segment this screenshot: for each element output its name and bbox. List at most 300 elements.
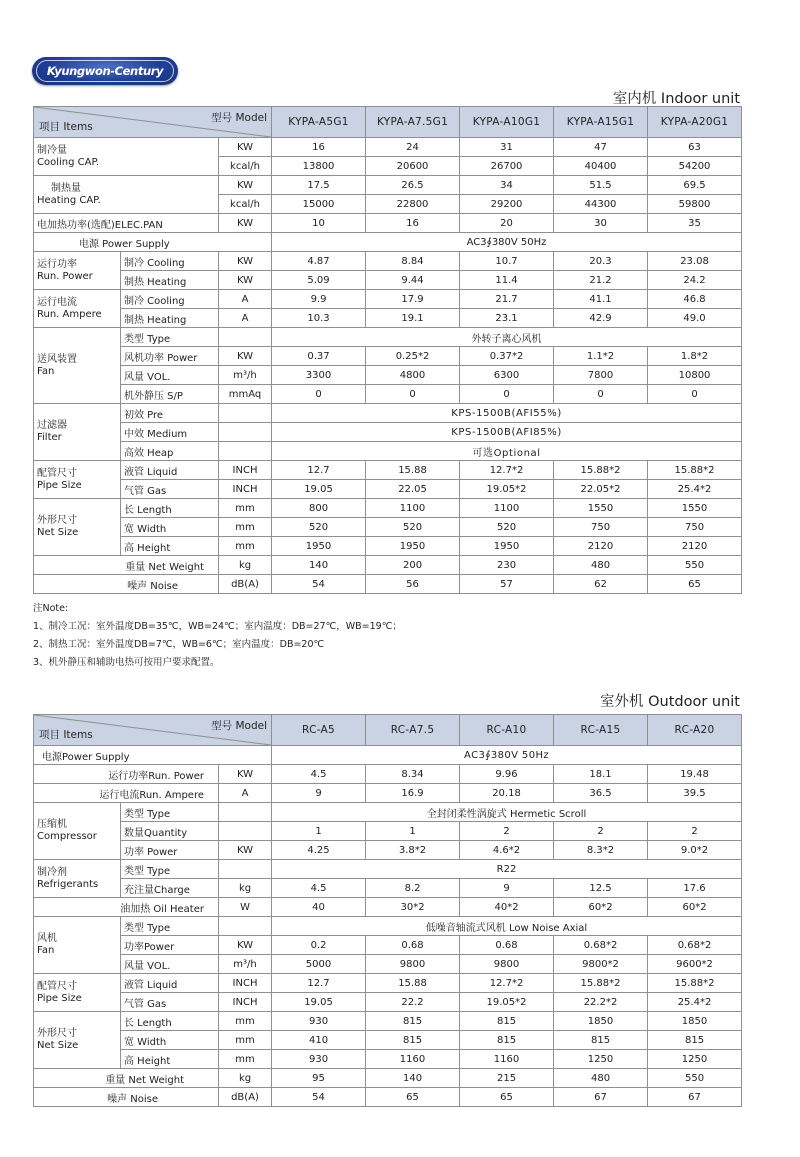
value-cell: 10 [272,214,366,233]
items-label: 项目 Items [39,729,93,741]
logo-border [36,60,174,82]
value-cell: 815 [648,1031,742,1050]
o-fan-type-row [34,917,742,936]
value-cell: 0.37 [272,347,366,366]
unit-cell: A [219,784,272,803]
value-cell: 16 [366,214,460,233]
unit-cell [219,822,272,841]
size-height-row [34,537,742,556]
unit-cell: mm [219,1012,272,1031]
model-label: 型号 Model [211,720,268,732]
value-cell: 2 [554,822,648,841]
value-cell: 1950 [460,537,554,556]
value-cell: 49.0 [648,309,742,328]
value-cell: 65 [366,1088,460,1107]
outdoor-spec-table [33,714,742,1107]
value-cell: 410 [272,1031,366,1050]
value-cell: 930 [272,1012,366,1031]
value-cell: 12.7*2 [460,974,554,993]
unit-cell: m³/h [219,955,272,974]
value-cell: 9.9 [272,290,366,309]
value-cell: 1550 [554,499,648,518]
o-run-power-row [34,765,742,784]
filter-pre-row [34,404,742,423]
value-cell: 0.68*2 [554,936,648,955]
value-cell: 29200 [460,195,554,214]
model-name: RC-A15 [554,715,648,746]
value-cell: 520 [366,518,460,537]
value-cell: 0.68*2 [648,936,742,955]
noise-label: 噪声 Noise [34,575,219,594]
oil-heater-label: 油加热 Oil Heater [34,898,219,917]
value-cell: 1160 [460,1050,554,1069]
refrigerant-type-value: R22 [272,860,742,879]
sub-label: 数量Quantity [121,822,219,841]
value-cell: 5.09 [272,271,366,290]
sub-label: 制热 Heating [121,271,219,290]
fan-vol-row [34,366,742,385]
value-cell: 480 [554,1069,648,1088]
value-cell: 815 [460,1031,554,1050]
unit-cell [219,404,272,423]
value-cell: 9800*2 [554,955,648,974]
value-cell: 0.68 [366,936,460,955]
filter-medium-row [34,423,742,442]
value-cell: 54200 [648,157,742,176]
value-cell: 1.8*2 [648,347,742,366]
value-cell: 815 [366,1031,460,1050]
value-cell: 51.5 [554,176,648,195]
value-cell: 40400 [554,157,648,176]
fan-type-row [34,328,742,347]
model-name: KYPA-A20G1 [648,107,742,138]
value-cell: 9 [460,879,554,898]
unit-cell [219,917,272,936]
elec-pan-row [34,214,742,233]
fan-label: 风机 Fan [34,917,121,974]
unit-cell: kg [219,879,272,898]
value-cell: 20600 [366,157,460,176]
value-cell: 520 [460,518,554,537]
unit-cell: A [219,309,272,328]
value-cell: 4.25 [272,841,366,860]
o-size-length-row [34,1012,742,1031]
value-cell: 67 [554,1088,648,1107]
value-cell: 30 [554,214,648,233]
value-cell: 42.9 [554,309,648,328]
size-label: 外形尺寸 Net Size [34,1012,121,1069]
value-cell: 15.88*2 [554,974,648,993]
value-cell: 550 [648,1069,742,1088]
value-cell: 15.88 [366,974,460,993]
value-cell: 4.5 [272,879,366,898]
value-cell: 140 [366,1069,460,1088]
value-cell: 41.1 [554,290,648,309]
value-cell: 13800 [272,157,366,176]
refrigerant-charge-row [34,879,742,898]
unit-cell: INCH [219,480,272,499]
run-ampere-label: 运行电流Run. Ampere [34,784,219,803]
sub-label: 类型 Type [121,803,219,822]
o-power-supply-row [34,746,742,765]
model-name: KYPA-A10G1 [460,107,554,138]
value-cell: 40 [272,898,366,917]
value-cell: 0 [366,385,460,404]
value-cell: 19.05 [272,993,366,1012]
unit-cell [219,442,272,461]
value-cell: 69.5 [648,176,742,195]
unit-cell [219,423,272,442]
value-cell: 17.9 [366,290,460,309]
sub-label: 制冷 Cooling [121,252,219,271]
unit-cell: INCH [219,461,272,480]
value-cell: 800 [272,499,366,518]
value-cell: 8.2 [366,879,460,898]
unit-cell: KW [219,765,272,784]
note-line: 1、制冷工况：室外温度DB=35℃，WB=24℃；室内温度：DB=27℃，WB=19℃； [33,621,402,632]
value-cell: 1 [366,822,460,841]
pipe-gas-row [34,480,742,499]
power-supply-label: 电源 Power Supply [34,233,272,252]
value-cell: 2 [648,822,742,841]
compressor-qty-row [34,822,742,841]
value-cell: 60*2 [554,898,648,917]
sub-label: 中效 Medium [121,423,219,442]
value-cell: 2 [460,822,554,841]
model-name: KYPA-A5G1 [272,107,366,138]
value-cell: 36.5 [554,784,648,803]
unit-cell: KW [219,271,272,290]
value-cell: 20 [460,214,554,233]
value-cell: 46.8 [648,290,742,309]
unit-cell: m³/h [219,366,272,385]
value-cell: 1100 [366,499,460,518]
value-cell: 0 [648,385,742,404]
value-cell: 4.5 [272,765,366,784]
run-power-heating-row [34,271,742,290]
unit-cell: KW [219,936,272,955]
cooling-cap-label: 制冷量 Cooling CAP. [34,138,219,176]
sub-label: 类型 Type [121,860,219,879]
value-cell: 10800 [648,366,742,385]
value-cell: 0.37*2 [460,347,554,366]
value-cell: 19.1 [366,309,460,328]
value-cell: 15.88*2 [648,461,742,480]
value-cell: 21.2 [554,271,648,290]
noise-label: 噪声 Noise [34,1088,219,1107]
value-cell: 750 [554,518,648,537]
value-cell: 0.25*2 [366,347,460,366]
weight-row [34,556,742,575]
sub-label: 高 Height [121,1050,219,1069]
value-cell: 815 [366,1012,460,1031]
value-cell: 39.5 [648,784,742,803]
value-cell: 22.05*2 [554,480,648,499]
unit-cell [219,860,272,879]
outdoor-header-row [34,715,742,746]
value-cell: 9600*2 [648,955,742,974]
value-cell: 23.1 [460,309,554,328]
size-label: 外形尺寸 Net Size [34,499,121,556]
value-cell: 60*2 [648,898,742,917]
value-cell: 9 [272,784,366,803]
value-cell: 10.3 [272,309,366,328]
refrigerant-label: 制冷剂 Refrigerants [34,860,121,898]
value-cell: 16.9 [366,784,460,803]
value-cell: 19.05 [272,480,366,499]
value-cell: 7800 [554,366,648,385]
indoor-header-corner [34,107,272,138]
sub-label: 高效 Heap [121,442,219,461]
value-cell: 8.34 [366,765,460,784]
value-cell: 19.05*2 [460,480,554,499]
value-cell: 62 [554,575,648,594]
fan-sp-row [34,385,742,404]
filter-label: 过滤器 Filter [34,404,121,461]
sub-label: 制冷 Cooling [121,290,219,309]
value-cell: 20.18 [460,784,554,803]
sub-label: 液管 Liquid [121,974,219,993]
note-line: 3、机外静压和辅助电热可按用户要求配置。 [33,657,220,668]
heating-cap-kw-row [34,176,742,195]
value-cell: 520 [272,518,366,537]
unit-cell: mm [219,1031,272,1050]
items-label: 项目 Items [39,121,93,133]
value-cell: 215 [460,1069,554,1088]
outdoor-section-title: 室外机 Outdoor unit [599,694,740,710]
value-cell: 200 [366,556,460,575]
weight-label: 重量 Net Weight [34,556,219,575]
o-fan-vol-row [34,955,742,974]
value-cell: 0 [554,385,648,404]
value-cell: 17.5 [272,176,366,195]
logo-text: Kyungwon-Century [46,64,164,78]
compressor-type-row [34,803,742,822]
value-cell: 480 [554,556,648,575]
pipe-label: 配管尺寸 Pipe Size [34,461,121,499]
model-name: RC-A7.5 [366,715,460,746]
value-cell: 40*2 [460,898,554,917]
value-cell: 10.7 [460,252,554,271]
value-cell: 2120 [554,537,648,556]
value-cell: 23.08 [648,252,742,271]
value-cell: 34 [460,176,554,195]
sub-label: 类型 Type [121,328,219,347]
value-cell: 140 [272,556,366,575]
value-cell: 3300 [272,366,366,385]
value-cell: 95 [272,1069,366,1088]
unit-cell: dB(A) [219,1088,272,1107]
heating-cap-label: 制热量 Heating CAP. [34,176,219,214]
o-size-width-row [34,1031,742,1050]
value-cell: 930 [272,1050,366,1069]
value-cell: 57 [460,575,554,594]
sub-label: 气管 Gas [121,993,219,1012]
value-cell: 9.44 [366,271,460,290]
value-cell: 31 [460,138,554,157]
value-cell: 25.4*2 [648,480,742,499]
value-cell: 21.7 [460,290,554,309]
unit-cell: KW [219,176,272,195]
value-cell: 12.5 [554,879,648,898]
value-cell: 5000 [272,955,366,974]
unit-cell: A [219,290,272,309]
notes-block [33,600,402,672]
o-pipe-gas-row [34,993,742,1012]
value-cell: 4.6*2 [460,841,554,860]
sub-label: 高 Height [121,537,219,556]
o-noise-row [34,1088,742,1107]
unit-cell: kg [219,556,272,575]
value-cell: 24.2 [648,271,742,290]
o-fan-power-row [34,936,742,955]
value-cell: 1250 [648,1050,742,1069]
value-cell: 0.2 [272,936,366,955]
unit-cell: mm [219,537,272,556]
unit-cell: kg [219,1069,272,1088]
unit-cell [219,803,272,822]
filter-medium-value: KPS-1500B(AFI85%) [272,423,742,442]
oil-heater-row [34,898,742,917]
value-cell: 1160 [366,1050,460,1069]
unit-cell: KW [219,841,272,860]
value-cell: 9.96 [460,765,554,784]
value-cell: 15.88*2 [554,461,648,480]
value-cell: 26700 [460,157,554,176]
model-name: RC-A20 [648,715,742,746]
value-cell: 22800 [366,195,460,214]
filter-heap-row [34,442,742,461]
power-supply-label: 电源Power Supply [34,746,272,765]
value-cell: 1950 [366,537,460,556]
value-cell: 1250 [554,1050,648,1069]
value-cell: 63 [648,138,742,157]
sub-label: 风量 VOL. [121,955,219,974]
unit-cell: KW [219,347,272,366]
run-ampere-cooling-row [34,290,742,309]
value-cell: 8.3*2 [554,841,648,860]
value-cell: 15.88 [366,461,460,480]
value-cell: 16 [272,138,366,157]
unit-cell: KW [219,138,272,157]
value-cell: 12.7 [272,461,366,480]
compressor-type-value: 全封闭柔性涡旋式 Hermetic Scroll [272,803,742,822]
fan-label: 送风装置 Fan [34,328,121,404]
value-cell: 0.68 [460,936,554,955]
value-cell: 230 [460,556,554,575]
indoor-header-row [34,107,742,138]
fan-type-value: 低噪音轴流式风机 Low Noise Axial [272,917,742,936]
o-run-ampere-row [34,784,742,803]
value-cell: 24 [366,138,460,157]
value-cell: 550 [648,556,742,575]
value-cell: 1.1*2 [554,347,648,366]
value-cell: 25.4*2 [648,993,742,1012]
value-cell: 18.1 [554,765,648,784]
compressor-power-row [34,841,742,860]
value-cell: 65 [648,575,742,594]
unit-cell: INCH [219,993,272,1012]
value-cell: 54 [272,1088,366,1107]
value-cell: 1550 [648,499,742,518]
value-cell: 59800 [648,195,742,214]
value-cell: 15.88*2 [648,974,742,993]
value-cell: 1950 [272,537,366,556]
unit-cell: dB(A) [219,575,272,594]
value-cell: 9.0*2 [648,841,742,860]
pipe-label: 配管尺寸 Pipe Size [34,974,121,1012]
unit-cell: mm [219,518,272,537]
run-power-label: 运行功率 Run. Power [34,252,121,290]
o-weight-row [34,1069,742,1088]
sub-label: 长 Length [121,1012,219,1031]
unit-cell: W [219,898,272,917]
sub-label: 制热 Heating [121,309,219,328]
fan-type-value: 外转子离心风机 [272,328,742,347]
value-cell: 6300 [460,366,554,385]
value-cell: 12.7 [272,974,366,993]
refrigerant-type-row [34,860,742,879]
value-cell: 65 [460,1088,554,1107]
value-cell: 54 [272,575,366,594]
noise-row [34,575,742,594]
power-supply-value: AC3∮380V 50Hz [272,746,742,765]
size-length-row [34,499,742,518]
unit-cell: mm [219,1050,272,1069]
value-cell: 815 [554,1031,648,1050]
value-cell: 1 [272,822,366,841]
value-cell: 22.2 [366,993,460,1012]
sub-label: 液管 Liquid [121,461,219,480]
value-cell: 44300 [554,195,648,214]
unit-cell: INCH [219,974,272,993]
value-cell: 0 [272,385,366,404]
brand-logo [32,57,178,85]
size-width-row [34,518,742,537]
filter-pre-value: KPS-1500B(AFI55%) [272,404,742,423]
value-cell: 19.05*2 [460,993,554,1012]
weight-label: 重量 Net Weight [34,1069,219,1088]
unit-cell: mmAq [219,385,272,404]
value-cell: 67 [648,1088,742,1107]
sub-label: 充注量Charge [121,879,219,898]
model-name: KYPA-A7.5G1 [366,107,460,138]
compressor-label: 压缩机 Compressor [34,803,121,860]
value-cell: 2120 [648,537,742,556]
model-name: KYPA-A15G1 [554,107,648,138]
run-ampere-label: 运行电流 Run. Ampere [34,290,121,328]
o-size-height-row [34,1050,742,1069]
value-cell: 1850 [648,1012,742,1031]
unit-cell [219,328,272,347]
sub-label: 宽 Width [121,518,219,537]
value-cell: 12.7*2 [460,461,554,480]
value-cell: 19.48 [648,765,742,784]
sub-label: 长 Length [121,499,219,518]
sub-label: 风量 VOL. [121,366,219,385]
indoor-spec-table [33,106,742,594]
value-cell: 15000 [272,195,366,214]
value-cell: 9800 [460,955,554,974]
unit-cell: KW [219,214,272,233]
value-cell: 11.4 [460,271,554,290]
cooling-cap-kw-row [34,138,742,157]
value-cell: 26.5 [366,176,460,195]
power-supply-row [34,233,742,252]
value-cell: 22.05 [366,480,460,499]
fan-power-row [34,347,742,366]
filter-heap-value: 可选Optional [272,442,742,461]
